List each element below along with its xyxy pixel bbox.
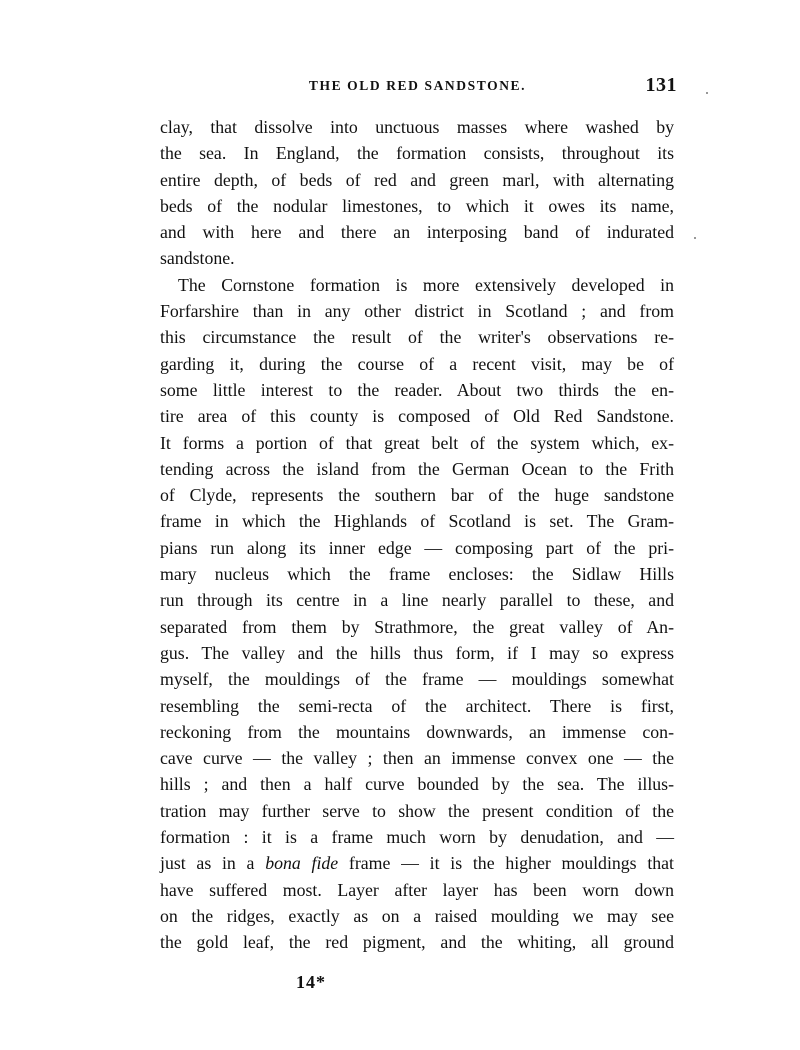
running-title: THE OLD RED SANDSTONE. bbox=[308, 78, 527, 93]
text-line: separated from them by Strathmore, the great valley of An- bbox=[160, 616, 674, 637]
text-line: reckoning from the mountains downwards, an immense con- bbox=[160, 721, 674, 742]
text-line: on the ridges, exactly as on a raised moulding we may see bbox=[160, 905, 674, 926]
text-line: the sea. In England, the formation consists, throughout its bbox=[160, 143, 674, 164]
text-line: It forms a portion of that great belt of the system which, ex- bbox=[160, 432, 674, 453]
text-line: tration may further serve to show the present condition of the bbox=[160, 800, 674, 821]
text-line: cave curve — the valley ; then an immense convex one — the bbox=[160, 748, 674, 769]
text-line: beds of the nodular limestones, to which it owes its name, bbox=[160, 195, 674, 216]
text-line: tending across the island from the German Ocean to the Frith bbox=[160, 458, 674, 479]
text-line: clay, that dissolve into unctuous masses where washed by bbox=[160, 117, 674, 137]
text-line: frame in which the Highlands of Scotland is set. The Gram- bbox=[160, 511, 674, 532]
text-line: the gold leaf, the red pigment, and the whiting, all ground bbox=[160, 932, 674, 953]
text-line: gus. The valley and the hills thus form, if I may so express bbox=[160, 642, 674, 663]
print-speck bbox=[694, 237, 696, 239]
print-speck bbox=[706, 92, 708, 94]
text-line: and with here and there an interposing band of indurated bbox=[160, 222, 674, 243]
text-line: sandstone. bbox=[160, 248, 235, 269]
running-head bbox=[160, 72, 675, 102]
text-line: mary nucleus which the frame encloses: the Sidlaw Hills bbox=[160, 564, 674, 585]
text-line: just as in a bona fide frame — it is the higher mouldings that bbox=[160, 853, 674, 874]
text-line: have suffered most. Layer after layer has been worn down bbox=[160, 879, 674, 900]
text-line: formation : it is a frame much worn by denudation, and — bbox=[160, 827, 674, 848]
text-line: Forfarshire than in any other district in Scotland ; and from bbox=[160, 301, 674, 322]
text-line: resembling the semi-recta of the architect. There is first, bbox=[160, 695, 674, 716]
text-line: hills ; and then a half curve bounded by the sea. The illus- bbox=[160, 774, 674, 795]
page-number: 131 bbox=[645, 74, 677, 96]
text-line: garding it, during the course of a recent visit, may be of bbox=[160, 353, 674, 374]
text-line: The Cornstone formation is more extensively developed in bbox=[178, 274, 674, 295]
text-line: of Clyde, represents the southern bar of the huge sandstone bbox=[160, 485, 674, 506]
text-line: entire depth, of beds of red and green marl, with alternating bbox=[160, 169, 674, 190]
text-line: some little interest to the reader. About two thirds the en- bbox=[160, 379, 674, 400]
text-line: this circumstance the result of the writer's observations re- bbox=[160, 327, 674, 348]
text-line: myself, the mouldings of the frame — mouldings somewhat bbox=[160, 669, 674, 690]
text-line: tire area of this county is composed of Old Red Sandstone. bbox=[160, 406, 674, 427]
signature-mark: 14* bbox=[296, 972, 326, 992]
body-text bbox=[160, 114, 674, 956]
text-line: run through its centre in a line nearly parallel to these, and bbox=[160, 590, 674, 611]
italic-phrase: bona fide bbox=[265, 853, 339, 874]
text-line: pians run along its inner edge — composing part of the pri- bbox=[160, 537, 674, 558]
